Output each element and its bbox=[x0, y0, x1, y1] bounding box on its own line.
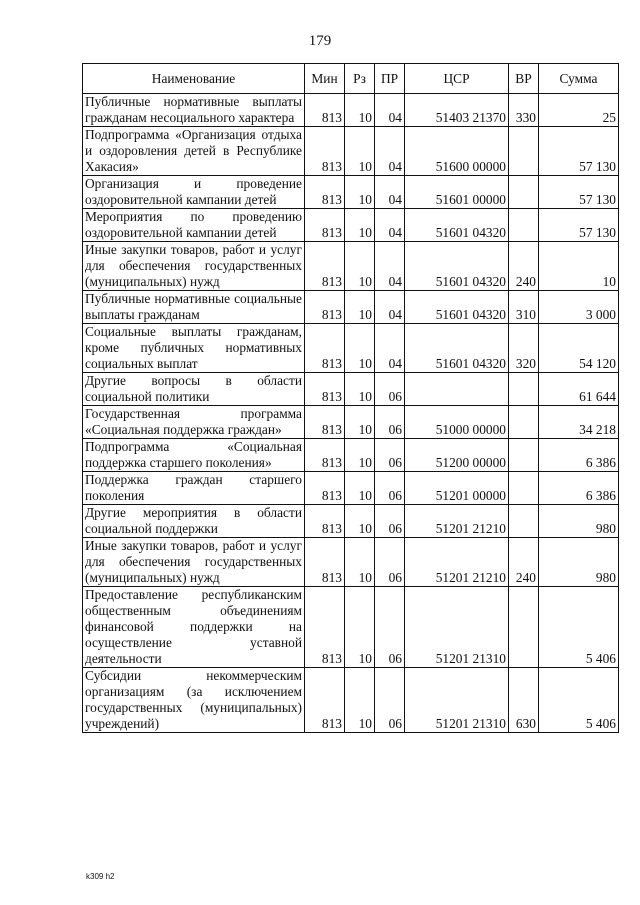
header-vr: ВР bbox=[509, 64, 539, 94]
cell-pr: 06 bbox=[375, 587, 405, 668]
header-csr: ЦСР bbox=[405, 64, 509, 94]
budget-table bbox=[82, 63, 619, 733]
cell-pr: 04 bbox=[375, 242, 405, 291]
cell-min: 813 bbox=[305, 127, 345, 176]
cell-pr: 04 bbox=[375, 209, 405, 242]
cell-rz: 10 bbox=[345, 242, 375, 291]
cell-vr: 630 bbox=[509, 668, 539, 733]
cell-min: 813 bbox=[305, 505, 345, 538]
cell-vr: 240 bbox=[509, 242, 539, 291]
cell-csr: 51201 00000 bbox=[405, 472, 509, 505]
cell-pr: 06 bbox=[375, 505, 405, 538]
cell-rz: 10 bbox=[345, 406, 375, 439]
cell-rz: 10 bbox=[345, 538, 375, 587]
cell-vr bbox=[509, 439, 539, 472]
header-row bbox=[83, 64, 619, 94]
cell-name: Государственная программа «Социальная поддержка граждан» bbox=[83, 406, 305, 439]
cell-sum: 3 000 bbox=[539, 291, 619, 324]
table-header bbox=[83, 64, 619, 94]
table-row bbox=[83, 127, 619, 176]
table-body bbox=[83, 94, 619, 733]
cell-name: Мероприятия по проведению оздоровительной кампании детей bbox=[83, 209, 305, 242]
cell-name: Другие мероприятия в области социальной поддержки bbox=[83, 505, 305, 538]
cell-vr bbox=[509, 127, 539, 176]
page-number: 179 bbox=[308, 33, 332, 49]
table-row bbox=[83, 209, 619, 242]
cell-vr: 240 bbox=[509, 538, 539, 587]
cell-csr: 51601 04320 bbox=[405, 242, 509, 291]
cell-csr: 51601 00000 bbox=[405, 176, 509, 209]
cell-rz: 10 bbox=[345, 373, 375, 406]
cell-csr: 51201 21210 bbox=[405, 538, 509, 587]
table-row bbox=[83, 439, 619, 472]
cell-sum: 57 130 bbox=[539, 209, 619, 242]
cell-sum: 5 406 bbox=[539, 668, 619, 733]
cell-name: Публичные нормативные социальные выплаты гражданам bbox=[83, 291, 305, 324]
cell-min: 813 bbox=[305, 439, 345, 472]
cell-sum: 54 120 bbox=[539, 324, 619, 373]
cell-sum: 980 bbox=[539, 538, 619, 587]
cell-min: 813 bbox=[305, 587, 345, 668]
cell-vr bbox=[509, 505, 539, 538]
cell-name: Иные закупки товаров, работ и услуг для обеспечения государственных (муниципальных) нужд bbox=[83, 538, 305, 587]
cell-csr: 51601 04320 bbox=[405, 209, 509, 242]
header-pr: ПР bbox=[375, 64, 405, 94]
cell-min: 813 bbox=[305, 176, 345, 209]
cell-name: Предоставление республиканским общественным объединениям финансовой поддержки на осуществление уставной деятельности bbox=[83, 587, 305, 668]
table-row bbox=[83, 668, 619, 733]
cell-name: Поддержка граждан старшего поколения bbox=[83, 472, 305, 505]
cell-pr: 06 bbox=[375, 406, 405, 439]
cell-min: 813 bbox=[305, 472, 345, 505]
cell-name: Подпрограмма «Организация отдыха и оздоровления детей в Республике Хакасия» bbox=[83, 127, 305, 176]
cell-vr bbox=[509, 472, 539, 505]
cell-rz: 10 bbox=[345, 176, 375, 209]
cell-name: Подпрограмма «Социальная поддержка старшего поколения» bbox=[83, 439, 305, 472]
cell-min: 813 bbox=[305, 668, 345, 733]
cell-min: 813 bbox=[305, 324, 345, 373]
cell-vr bbox=[509, 587, 539, 668]
cell-pr: 06 bbox=[375, 439, 405, 472]
cell-sum: 57 130 bbox=[539, 127, 619, 176]
table-row bbox=[83, 406, 619, 439]
cell-rz: 10 bbox=[345, 472, 375, 505]
table-row bbox=[83, 373, 619, 406]
cell-vr: 310 bbox=[509, 291, 539, 324]
table-row bbox=[83, 538, 619, 587]
cell-csr: 51201 21210 bbox=[405, 505, 509, 538]
cell-pr: 04 bbox=[375, 127, 405, 176]
header-name: Наименование bbox=[83, 64, 305, 94]
cell-sum: 5 406 bbox=[539, 587, 619, 668]
cell-rz: 10 bbox=[345, 127, 375, 176]
cell-name: Иные закупки товаров, работ и услуг для обеспечения государственных (муниципальных) нужд bbox=[83, 242, 305, 291]
cell-rz: 10 bbox=[345, 324, 375, 373]
cell-pr: 04 bbox=[375, 291, 405, 324]
cell-pr: 06 bbox=[375, 668, 405, 733]
cell-rz: 10 bbox=[345, 439, 375, 472]
cell-name: Организация и проведение оздоровительной кампании детей bbox=[83, 176, 305, 209]
cell-vr: 320 bbox=[509, 324, 539, 373]
cell-min: 813 bbox=[305, 242, 345, 291]
cell-csr: 51000 00000 bbox=[405, 406, 509, 439]
cell-rz: 10 bbox=[345, 291, 375, 324]
cell-vr bbox=[509, 373, 539, 406]
cell-csr: 51403 21370 bbox=[405, 94, 509, 127]
cell-min: 813 bbox=[305, 209, 345, 242]
cell-name: Субсидии некоммерческим организациям (за исключением государственных (муниципальных) учреждений) bbox=[83, 668, 305, 733]
table-row bbox=[83, 472, 619, 505]
table-row bbox=[83, 176, 619, 209]
table-row bbox=[83, 291, 619, 324]
cell-vr bbox=[509, 176, 539, 209]
cell-sum: 6 386 bbox=[539, 439, 619, 472]
cell-vr bbox=[509, 406, 539, 439]
cell-sum: 980 bbox=[539, 505, 619, 538]
cell-name: Публичные нормативные выплаты гражданам несоциального характера bbox=[83, 94, 305, 127]
table-row bbox=[83, 505, 619, 538]
cell-vr: 330 bbox=[509, 94, 539, 127]
cell-name: Социальные выплаты гражданам, кроме публичных нормативных социальных выплат bbox=[83, 324, 305, 373]
cell-csr: 51600 00000 bbox=[405, 127, 509, 176]
cell-sum: 25 bbox=[539, 94, 619, 127]
header-rz: Рз bbox=[345, 64, 375, 94]
cell-min: 813 bbox=[305, 94, 345, 127]
table-row bbox=[83, 324, 619, 373]
cell-rz: 10 bbox=[345, 94, 375, 127]
cell-min: 813 bbox=[305, 291, 345, 324]
cell-min: 813 bbox=[305, 373, 345, 406]
cell-rz: 10 bbox=[345, 505, 375, 538]
table-row bbox=[83, 587, 619, 668]
cell-sum: 61 644 bbox=[539, 373, 619, 406]
cell-rz: 10 bbox=[345, 587, 375, 668]
cell-sum: 34 218 bbox=[539, 406, 619, 439]
cell-name: Другие вопросы в области социальной политики bbox=[83, 373, 305, 406]
table-row bbox=[83, 242, 619, 291]
cell-pr: 04 bbox=[375, 324, 405, 373]
cell-pr: 06 bbox=[375, 538, 405, 587]
cell-rz: 10 bbox=[345, 668, 375, 733]
header-sum: Сумма bbox=[539, 64, 619, 94]
cell-rz: 10 bbox=[345, 209, 375, 242]
cell-csr: 51201 21310 bbox=[405, 587, 509, 668]
cell-csr: 51601 04320 bbox=[405, 291, 509, 324]
cell-csr: 51601 04320 bbox=[405, 324, 509, 373]
cell-pr: 04 bbox=[375, 176, 405, 209]
table-row bbox=[83, 94, 619, 127]
cell-pr: 06 bbox=[375, 472, 405, 505]
footer-code: k309 h2 bbox=[86, 872, 115, 881]
header-min: Мин bbox=[305, 64, 345, 94]
cell-csr: 51200 00000 bbox=[405, 439, 509, 472]
cell-min: 813 bbox=[305, 406, 345, 439]
cell-pr: 06 bbox=[375, 373, 405, 406]
cell-min: 813 bbox=[305, 538, 345, 587]
cell-sum: 57 130 bbox=[539, 176, 619, 209]
cell-sum: 10 bbox=[539, 242, 619, 291]
cell-csr bbox=[405, 373, 509, 406]
cell-vr bbox=[509, 209, 539, 242]
cell-sum: 6 386 bbox=[539, 472, 619, 505]
cell-csr: 51201 21310 bbox=[405, 668, 509, 733]
cell-pr: 04 bbox=[375, 94, 405, 127]
